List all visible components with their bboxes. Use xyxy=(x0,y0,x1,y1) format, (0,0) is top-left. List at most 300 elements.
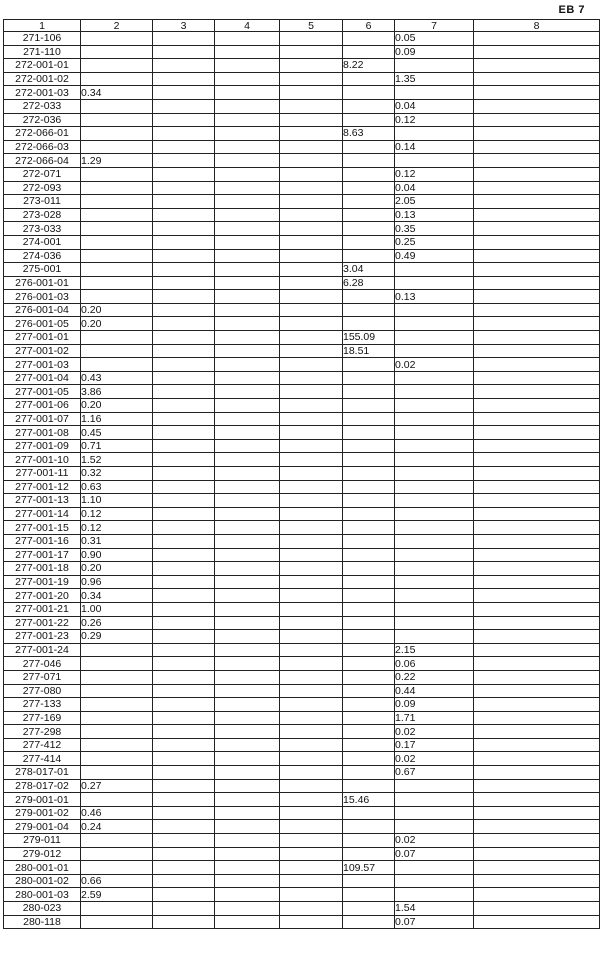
table-row xyxy=(4,358,600,372)
table-row xyxy=(4,684,600,698)
table-row xyxy=(4,915,600,929)
value-cell-col-5 xyxy=(280,711,343,725)
value-cell-col-2: 0.46 xyxy=(81,806,153,820)
value-cell-col-4 xyxy=(215,616,280,630)
value-cell-col-4 xyxy=(215,99,280,113)
row-code-cell: 280-001-03 xyxy=(4,888,81,902)
value-cell-col-8 xyxy=(474,575,600,589)
value-cell-col-5 xyxy=(280,72,343,86)
table-row xyxy=(4,181,600,195)
value-cell-col-4 xyxy=(215,507,280,521)
column-header-6: 6 xyxy=(343,20,395,32)
value-cell-col-6 xyxy=(343,208,395,222)
value-cell-col-7: 0.12 xyxy=(395,167,474,181)
value-cell-col-7 xyxy=(395,562,474,576)
value-cell-col-5 xyxy=(280,820,343,834)
value-cell-col-4 xyxy=(215,303,280,317)
value-cell-col-3 xyxy=(153,412,215,426)
value-cell-col-3 xyxy=(153,453,215,467)
value-cell-col-2 xyxy=(81,72,153,86)
value-cell-col-5 xyxy=(280,412,343,426)
table-row xyxy=(4,738,600,752)
value-cell-col-6 xyxy=(343,602,395,616)
row-code-cell: 274-036 xyxy=(4,249,81,263)
value-cell-col-7: 0.04 xyxy=(395,99,474,113)
value-cell-col-4 xyxy=(215,412,280,426)
value-cell-col-4 xyxy=(215,113,280,127)
value-cell-col-6 xyxy=(343,806,395,820)
value-cell-col-2: 0.20 xyxy=(81,399,153,413)
row-code-cell: 272-001-02 xyxy=(4,72,81,86)
value-cell-col-3 xyxy=(153,181,215,195)
value-cell-col-3 xyxy=(153,616,215,630)
value-cell-col-7: 0.67 xyxy=(395,766,474,780)
value-cell-col-2 xyxy=(81,127,153,141)
value-cell-col-7 xyxy=(395,888,474,902)
value-cell-col-4 xyxy=(215,670,280,684)
value-cell-col-2: 0.96 xyxy=(81,575,153,589)
value-cell-col-2 xyxy=(81,738,153,752)
value-cell-col-8 xyxy=(474,494,600,508)
value-cell-col-4 xyxy=(215,358,280,372)
value-cell-col-8 xyxy=(474,670,600,684)
table-row xyxy=(4,752,600,766)
value-cell-col-8 xyxy=(474,331,600,345)
table-row xyxy=(4,766,600,780)
value-cell-col-3 xyxy=(153,331,215,345)
table-row xyxy=(4,344,600,358)
row-code-cell: 277-001-19 xyxy=(4,575,81,589)
value-cell-col-2 xyxy=(81,235,153,249)
value-cell-col-6 xyxy=(343,358,395,372)
value-cell-col-3 xyxy=(153,59,215,73)
value-cell-col-6 xyxy=(343,290,395,304)
row-code-cell: 276-001-05 xyxy=(4,317,81,331)
value-cell-col-6 xyxy=(343,99,395,113)
table-row xyxy=(4,602,600,616)
value-cell-col-5 xyxy=(280,725,343,739)
value-cell-col-7 xyxy=(395,426,474,440)
value-cell-col-8 xyxy=(474,711,600,725)
value-cell-col-6 xyxy=(343,874,395,888)
value-cell-col-2 xyxy=(81,249,153,263)
value-cell-col-6 xyxy=(343,494,395,508)
table-row xyxy=(4,630,600,644)
value-cell-col-3 xyxy=(153,249,215,263)
value-cell-col-5 xyxy=(280,453,343,467)
value-cell-col-3 xyxy=(153,575,215,589)
value-cell-col-4 xyxy=(215,657,280,671)
value-cell-col-5 xyxy=(280,766,343,780)
row-code-cell: 276-001-04 xyxy=(4,303,81,317)
value-cell-col-2 xyxy=(81,752,153,766)
value-cell-col-5 xyxy=(280,467,343,481)
row-code-cell: 277-001-24 xyxy=(4,643,81,657)
value-cell-col-3 xyxy=(153,643,215,657)
value-cell-col-3 xyxy=(153,548,215,562)
value-cell-col-4 xyxy=(215,467,280,481)
value-cell-col-3 xyxy=(153,263,215,277)
value-cell-col-4 xyxy=(215,643,280,657)
value-cell-col-3 xyxy=(153,480,215,494)
table-row xyxy=(4,589,600,603)
table-row xyxy=(4,222,600,236)
value-cell-col-3 xyxy=(153,235,215,249)
row-code-cell: 272-001-01 xyxy=(4,59,81,73)
value-cell-col-7 xyxy=(395,317,474,331)
value-cell-col-8 xyxy=(474,303,600,317)
value-cell-col-7: 0.07 xyxy=(395,915,474,929)
column-header-2: 2 xyxy=(81,20,153,32)
value-cell-col-8 xyxy=(474,32,600,46)
value-cell-col-6: 3.04 xyxy=(343,263,395,277)
value-cell-col-3 xyxy=(153,426,215,440)
value-cell-col-5 xyxy=(280,657,343,671)
value-cell-col-3 xyxy=(153,317,215,331)
value-cell-col-3 xyxy=(153,521,215,535)
value-cell-col-5 xyxy=(280,140,343,154)
value-cell-col-6 xyxy=(343,32,395,46)
value-cell-col-2 xyxy=(81,181,153,195)
row-code-cell: 277-071 xyxy=(4,670,81,684)
value-cell-col-6 xyxy=(343,480,395,494)
value-cell-col-3 xyxy=(153,820,215,834)
row-code-cell: 280-001-01 xyxy=(4,861,81,875)
value-cell-col-4 xyxy=(215,154,280,168)
value-cell-col-4 xyxy=(215,399,280,413)
value-cell-col-8 xyxy=(474,344,600,358)
value-cell-col-5 xyxy=(280,127,343,141)
value-cell-col-8 xyxy=(474,154,600,168)
value-cell-col-6 xyxy=(343,847,395,861)
value-cell-col-8 xyxy=(474,507,600,521)
value-cell-col-2 xyxy=(81,902,153,916)
value-cell-col-3 xyxy=(153,738,215,752)
value-cell-col-4 xyxy=(215,32,280,46)
value-cell-col-6 xyxy=(343,140,395,154)
row-code-cell: 277-414 xyxy=(4,752,81,766)
value-cell-col-3 xyxy=(153,467,215,481)
row-code-cell: 277-001-16 xyxy=(4,534,81,548)
value-cell-col-6 xyxy=(343,657,395,671)
row-code-cell: 272-093 xyxy=(4,181,81,195)
row-code-cell: 272-071 xyxy=(4,167,81,181)
value-cell-col-2 xyxy=(81,861,153,875)
row-code-cell: 277-133 xyxy=(4,698,81,712)
value-cell-col-4 xyxy=(215,140,280,154)
value-cell-col-2 xyxy=(81,915,153,929)
value-cell-col-5 xyxy=(280,738,343,752)
table-row xyxy=(4,439,600,453)
value-cell-col-3 xyxy=(153,834,215,848)
value-cell-col-2: 1.52 xyxy=(81,453,153,467)
value-cell-col-4 xyxy=(215,195,280,209)
value-cell-col-2: 0.63 xyxy=(81,480,153,494)
table-row xyxy=(4,113,600,127)
value-cell-col-4 xyxy=(215,806,280,820)
table-row xyxy=(4,276,600,290)
table-row xyxy=(4,154,600,168)
value-cell-col-2 xyxy=(81,276,153,290)
value-cell-col-4 xyxy=(215,439,280,453)
value-cell-col-5 xyxy=(280,113,343,127)
row-code-cell: 277-169 xyxy=(4,711,81,725)
column-header-8: 8 xyxy=(474,20,600,32)
value-cell-col-5 xyxy=(280,439,343,453)
value-cell-col-8 xyxy=(474,820,600,834)
value-cell-col-7 xyxy=(395,86,474,100)
value-cell-col-2 xyxy=(81,331,153,345)
value-cell-col-8 xyxy=(474,684,600,698)
row-code-cell: 277-001-13 xyxy=(4,494,81,508)
value-cell-col-3 xyxy=(153,371,215,385)
value-cell-col-2: 0.20 xyxy=(81,303,153,317)
value-cell-col-3 xyxy=(153,725,215,739)
value-cell-col-3 xyxy=(153,793,215,807)
table-row xyxy=(4,426,600,440)
value-cell-col-7: 1.54 xyxy=(395,902,474,916)
value-cell-col-5 xyxy=(280,670,343,684)
value-cell-col-2 xyxy=(81,195,153,209)
table-row xyxy=(4,195,600,209)
value-cell-col-4 xyxy=(215,766,280,780)
table-row xyxy=(4,235,600,249)
value-cell-col-8 xyxy=(474,167,600,181)
value-cell-col-7: 0.04 xyxy=(395,181,474,195)
value-cell-col-8 xyxy=(474,127,600,141)
value-cell-col-6: 8.22 xyxy=(343,59,395,73)
value-cell-col-5 xyxy=(280,303,343,317)
value-cell-col-4 xyxy=(215,562,280,576)
value-cell-col-7 xyxy=(395,480,474,494)
value-cell-col-6 xyxy=(343,575,395,589)
value-cell-col-7: 0.12 xyxy=(395,113,474,127)
value-cell-col-8 xyxy=(474,113,600,127)
value-cell-col-5 xyxy=(280,426,343,440)
row-code-cell: 277-001-21 xyxy=(4,602,81,616)
table-row xyxy=(4,521,600,535)
value-cell-col-7 xyxy=(395,793,474,807)
table-row xyxy=(4,86,600,100)
value-cell-col-6 xyxy=(343,154,395,168)
row-code-cell: 272-066-03 xyxy=(4,140,81,154)
table-row xyxy=(4,888,600,902)
row-code-cell: 276-001-01 xyxy=(4,276,81,290)
value-cell-col-4 xyxy=(215,820,280,834)
table-row xyxy=(4,902,600,916)
value-cell-col-7: 0.13 xyxy=(395,290,474,304)
value-cell-col-3 xyxy=(153,752,215,766)
value-cell-col-6 xyxy=(343,303,395,317)
value-cell-col-6 xyxy=(343,616,395,630)
value-cell-col-5 xyxy=(280,371,343,385)
value-cell-col-4 xyxy=(215,344,280,358)
value-cell-col-7 xyxy=(395,412,474,426)
value-cell-col-7: 0.02 xyxy=(395,358,474,372)
value-cell-col-2 xyxy=(81,140,153,154)
row-code-cell: 271-110 xyxy=(4,45,81,59)
row-code-cell: 274-001 xyxy=(4,235,81,249)
value-cell-col-6 xyxy=(343,521,395,535)
page-label: ЕВ 7 xyxy=(558,4,585,16)
value-cell-col-5 xyxy=(280,643,343,657)
table-row xyxy=(4,793,600,807)
table-row xyxy=(4,72,600,86)
column-header-7: 7 xyxy=(395,20,474,32)
value-cell-col-7: 0.25 xyxy=(395,235,474,249)
value-cell-col-5 xyxy=(280,575,343,589)
value-cell-col-5 xyxy=(280,32,343,46)
value-cell-col-7 xyxy=(395,371,474,385)
value-cell-col-4 xyxy=(215,888,280,902)
value-cell-col-7 xyxy=(395,874,474,888)
row-code-cell: 280-023 xyxy=(4,902,81,916)
value-cell-col-7 xyxy=(395,630,474,644)
value-cell-col-4 xyxy=(215,575,280,589)
value-cell-col-7 xyxy=(395,344,474,358)
value-cell-col-4 xyxy=(215,902,280,916)
value-cell-col-6 xyxy=(343,467,395,481)
value-cell-col-3 xyxy=(153,766,215,780)
value-cell-col-2 xyxy=(81,793,153,807)
value-cell-col-3 xyxy=(153,276,215,290)
value-cell-col-6 xyxy=(343,371,395,385)
value-cell-col-6 xyxy=(343,399,395,413)
value-cell-col-3 xyxy=(153,358,215,372)
table-row xyxy=(4,861,600,875)
row-code-cell: 279-001-01 xyxy=(4,793,81,807)
table-row xyxy=(4,711,600,725)
value-cell-col-6 xyxy=(343,412,395,426)
value-cell-col-7 xyxy=(395,276,474,290)
value-cell-col-4 xyxy=(215,371,280,385)
row-code-cell: 277-001-01 xyxy=(4,331,81,345)
value-cell-col-6 xyxy=(343,888,395,902)
row-code-cell: 277-001-10 xyxy=(4,453,81,467)
value-cell-col-3 xyxy=(153,140,215,154)
value-cell-col-3 xyxy=(153,45,215,59)
value-cell-col-7 xyxy=(395,507,474,521)
value-cell-col-5 xyxy=(280,344,343,358)
value-cell-col-2: 0.12 xyxy=(81,521,153,535)
value-cell-col-4 xyxy=(215,684,280,698)
value-cell-col-5 xyxy=(280,358,343,372)
value-cell-col-4 xyxy=(215,208,280,222)
row-code-cell: 272-066-01 xyxy=(4,127,81,141)
value-cell-col-8 xyxy=(474,385,600,399)
value-cell-col-4 xyxy=(215,847,280,861)
value-cell-col-8 xyxy=(474,412,600,426)
value-cell-col-8 xyxy=(474,453,600,467)
value-cell-col-4 xyxy=(215,548,280,562)
row-code-cell: 277-001-04 xyxy=(4,371,81,385)
table-row xyxy=(4,562,600,576)
value-cell-col-2 xyxy=(81,358,153,372)
value-cell-col-2: 0.66 xyxy=(81,874,153,888)
value-cell-col-5 xyxy=(280,181,343,195)
value-cell-col-6 xyxy=(343,589,395,603)
value-cell-col-8 xyxy=(474,657,600,671)
value-cell-col-6 xyxy=(343,711,395,725)
value-cell-col-7: 0.02 xyxy=(395,725,474,739)
row-code-cell: 271-106 xyxy=(4,32,81,46)
value-cell-col-2 xyxy=(81,290,153,304)
value-cell-col-8 xyxy=(474,874,600,888)
value-cell-col-4 xyxy=(215,385,280,399)
value-cell-col-6 xyxy=(343,453,395,467)
value-cell-col-3 xyxy=(153,127,215,141)
value-cell-col-5 xyxy=(280,915,343,929)
table-row xyxy=(4,643,600,657)
row-code-cell: 277-001-09 xyxy=(4,439,81,453)
row-code-cell: 275-001 xyxy=(4,263,81,277)
value-cell-col-2: 0.26 xyxy=(81,616,153,630)
value-cell-col-8 xyxy=(474,480,600,494)
value-cell-col-8 xyxy=(474,45,600,59)
value-cell-col-8 xyxy=(474,847,600,861)
row-code-cell: 277-001-22 xyxy=(4,616,81,630)
value-cell-col-2: 0.45 xyxy=(81,426,153,440)
value-cell-col-7: 0.14 xyxy=(395,140,474,154)
value-cell-col-8 xyxy=(474,548,600,562)
value-cell-col-6: 6.28 xyxy=(343,276,395,290)
value-cell-col-4 xyxy=(215,861,280,875)
value-cell-col-2: 0.29 xyxy=(81,630,153,644)
value-cell-col-8 xyxy=(474,861,600,875)
table-row xyxy=(4,494,600,508)
table-row xyxy=(4,59,600,73)
value-cell-col-8 xyxy=(474,222,600,236)
header-row xyxy=(4,20,600,32)
value-cell-col-2: 0.34 xyxy=(81,589,153,603)
value-cell-col-4 xyxy=(215,222,280,236)
value-cell-col-7 xyxy=(395,820,474,834)
value-cell-col-6 xyxy=(343,426,395,440)
value-cell-col-2 xyxy=(81,113,153,127)
value-cell-col-6 xyxy=(343,195,395,209)
value-cell-col-6 xyxy=(343,167,395,181)
value-cell-col-5 xyxy=(280,834,343,848)
row-code-cell: 277-001-17 xyxy=(4,548,81,562)
value-cell-col-3 xyxy=(153,589,215,603)
row-code-cell: 277-046 xyxy=(4,657,81,671)
value-cell-col-4 xyxy=(215,426,280,440)
value-cell-col-3 xyxy=(153,113,215,127)
value-cell-col-6 xyxy=(343,86,395,100)
value-cell-col-7: 1.71 xyxy=(395,711,474,725)
table-row xyxy=(4,249,600,263)
value-cell-col-7 xyxy=(395,439,474,453)
table-body xyxy=(4,32,600,929)
value-cell-col-5 xyxy=(280,616,343,630)
value-cell-col-8 xyxy=(474,276,600,290)
value-cell-col-6 xyxy=(343,181,395,195)
row-code-cell: 273-011 xyxy=(4,195,81,209)
value-cell-col-8 xyxy=(474,902,600,916)
value-cell-col-7: 2.05 xyxy=(395,195,474,209)
table-row xyxy=(4,45,600,59)
value-cell-col-7: 0.22 xyxy=(395,670,474,684)
value-cell-col-3 xyxy=(153,344,215,358)
value-cell-col-2 xyxy=(81,263,153,277)
value-cell-col-7 xyxy=(395,453,474,467)
column-header-5: 5 xyxy=(280,20,343,32)
table-row xyxy=(4,698,600,712)
value-cell-col-8 xyxy=(474,834,600,848)
value-cell-col-6 xyxy=(343,698,395,712)
value-cell-col-2 xyxy=(81,643,153,657)
value-cell-col-8 xyxy=(474,521,600,535)
